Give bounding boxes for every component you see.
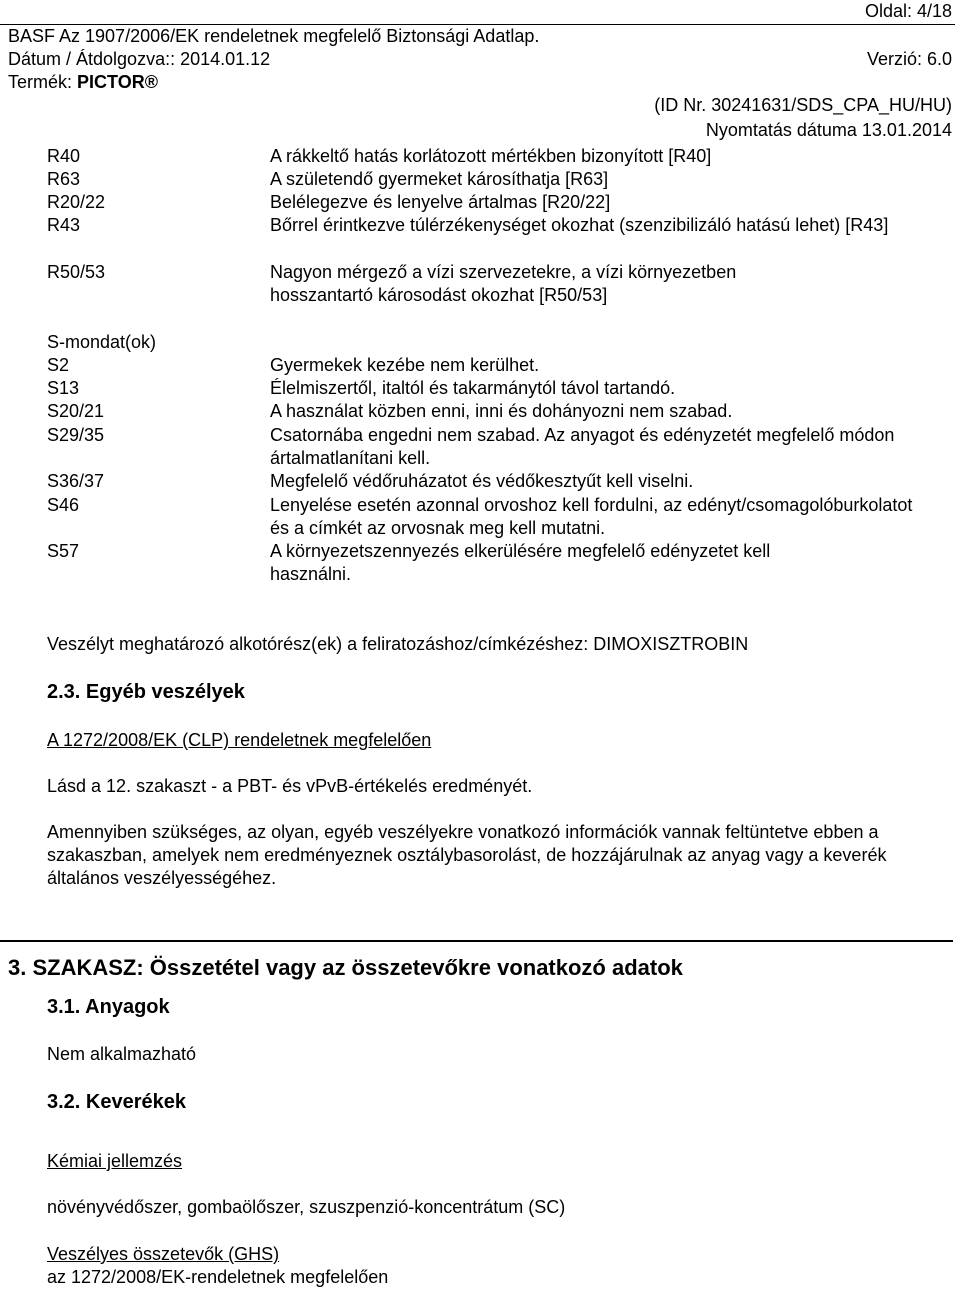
s-code: S46 (47, 495, 80, 515)
r-code: R43 (47, 215, 81, 235)
r-code: R40 (47, 146, 81, 166)
hazard-component: Veszélyt meghatározó alkotórész(ek) a feliratozáshoz/címkézéshez: DIMOXISZTROBIN (47, 634, 749, 654)
s-heading: S-mondat(ok) (47, 332, 157, 352)
section-3-1-heading: 3.1. Anyagok (47, 996, 170, 1018)
s-code: S13 (47, 378, 80, 398)
r-code: R50/53 (47, 262, 106, 282)
s-code: S29/35 (47, 425, 105, 445)
not-applicable: Nem alkalmazható (47, 1044, 197, 1064)
clp-link: A 1272/2008/EK (CLP) rendeletnek megfelelően (47, 730, 432, 750)
chem-label: Kémiai jellemzés (47, 1151, 183, 1171)
id-number: (ID Nr. 30241631/SDS_CPA_HU/HU) (654, 95, 952, 115)
s-text: A használat közben enni, inni és dohányozni nem szabad. (270, 401, 733, 421)
ghs-value: az 1272/2008/EK-rendeletnek megfelelően (47, 1267, 389, 1287)
section-3-2-heading: 3.2. Keverékek (47, 1091, 187, 1113)
s-text: Gyermekek kezébe nem kerülhet. (270, 355, 540, 375)
s-code: S36/37 (47, 471, 105, 491)
section-2-3-heading: 2.3. Egyéb veszélyek (47, 681, 245, 703)
section-3-heading: 3. SZAKASZ: Összetétel vagy az összetevőkre vonatkozó adatok (8, 955, 683, 980)
s-text: Megfelelő védőruházatot és védőkesztyűt kell viselni. (270, 471, 694, 491)
product-line (8, 71, 158, 94)
r-text: Belélegezve és lenyelve ártalmas [R20/22] (270, 192, 611, 212)
s-code: S20/21 (47, 401, 105, 421)
r-text: Nagyon mérgező a vízi szervezetekre, a vízi környezetben hosszantartó károsodást okozhat [R50/53] (270, 262, 737, 305)
product-name: PICTOR® (77, 72, 158, 92)
s-code: S2 (47, 355, 70, 375)
chem-value: növényvédőszer, gombaölőszer, szuszpenzió-koncentrátum (SC) (47, 1197, 566, 1217)
r-text: A rákkeltő hatás korlátozott mértékben bizonyított [R40] (270, 146, 712, 166)
s-text: A környezetszennyezés elkerülésére megfelelő edényzetet kell használni. (270, 541, 771, 584)
r-code: R63 (47, 169, 81, 189)
s-code: S57 (47, 541, 80, 561)
document-title: BASF Az 1907/2006/EK rendeletnek megfelelő Biztonsági Adatlap. (8, 26, 540, 46)
r-text: Bőrrel érintkezve túlérzékenységet okozhat (szenzibilizáló hatású lehet) [R43] (270, 215, 889, 235)
product-label: Termék: (8, 72, 78, 92)
page-number: Oldal: 4/18 (864, 1, 952, 21)
print-date: Nyomtatás dátuma 13.01.2014 (705, 120, 952, 140)
revision-date: Dátum / Átdolgozva:: 2014.01.12 (8, 49, 271, 69)
pbt-note: Lásd a 12. szakaszt - a PBT- és vPvB-értékelés eredményét. (47, 776, 533, 796)
s-text: Élelmiszertől, italtól és takarmánytól távol tartandó. (270, 378, 676, 398)
s-text: Lenyelése esetén azonnal orvoshoz kell fordulni, az edényt/csomagolóburkolatot és a címkét az orvosnak meg kell mutatni. (270, 495, 913, 538)
version: Verzió: 6.0 (866, 49, 952, 69)
ghs-label: Veszélyes összetevők (GHS) (47, 1244, 280, 1264)
s-text: Csatornába engedni nem szabad. Az anyagot és edényzetét megfelelő módon ártalmatlanítani kell. (270, 425, 895, 468)
r-code: R20/22 (47, 192, 106, 212)
r-text: A születendő gyermeket károsíthatja [R63] (270, 169, 609, 189)
other-hazards-note: Amennyiben szükséges, az olyan, egyéb veszélyekre vonatkozó információk vannak feltüntetve ebben a szakaszban, amelyek nem eredményeznek osztálybasorolást, de hozzájárulnak az anyag vagy a keverék általános veszélyességéhez. (47, 822, 887, 888)
section-rule (0, 940, 953, 942)
